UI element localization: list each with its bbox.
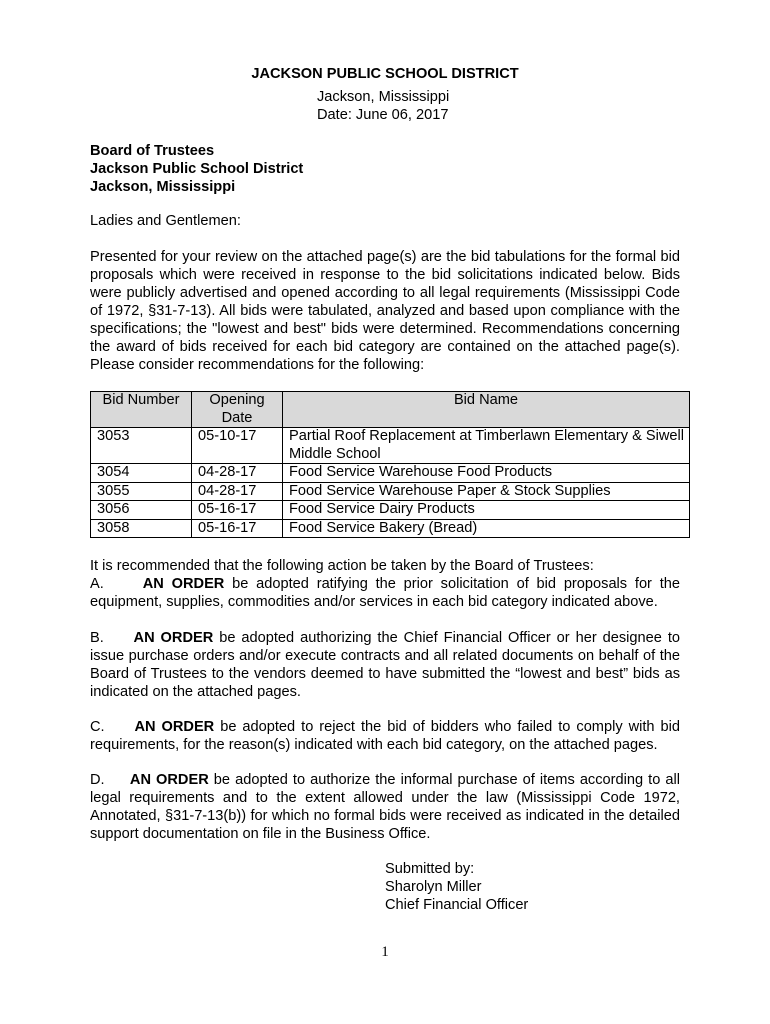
order-lead: AN ORDER	[129, 772, 209, 788]
bid-table	[90, 391, 690, 538]
page-number: 1	[381, 944, 389, 960]
opening-date-cell: 05-16-17	[192, 519, 283, 538]
submitted-by: Submitted by:	[385, 861, 475, 877]
location-line: Jackson, Mississippi	[317, 89, 450, 105]
bid-number-cell: 3056	[91, 501, 192, 520]
order-c	[90, 718, 680, 754]
bid-name-cell: Food Service Warehouse Paper & Stock Supplies	[283, 482, 690, 501]
order-text: be adopted ratifying the prior solicitation of bid proposals for the equipment, supplies, commodities and/or services in each bid category indicated above.	[90, 576, 680, 610]
order-letter: C.	[90, 719, 105, 735]
bid-number-cell: 3054	[91, 464, 192, 483]
table-header-row	[91, 392, 690, 428]
addressee-block	[90, 142, 303, 196]
table-row	[91, 464, 690, 483]
header-opening-date: Opening Date	[192, 392, 283, 428]
bid-name-cell: Food Service Warehouse Food Products	[283, 464, 690, 483]
signer-name: Sharolyn Miller	[385, 879, 482, 895]
order-b	[90, 629, 680, 701]
header-bid-name: Bid Name	[283, 392, 690, 428]
salutation: Ladies and Gentlemen:	[90, 213, 241, 229]
order-text: be adopted to authorize the informal purchase of items according to all legal requirements and to the extent allowed under the law (Mississippi Code 1972, Annotated, §31-7-13(b)) for which no formal bids were received as indicated in the detailed support documentation on file in the Business Office.	[90, 772, 680, 842]
order-a	[90, 575, 680, 611]
table-row	[91, 501, 690, 520]
table-row	[91, 428, 690, 464]
bid-name-cell: Food Service Bakery (Bread)	[283, 519, 690, 538]
addressee-line: Jackson, Mississippi	[90, 179, 236, 195]
opening-date-cell: 04-28-17	[192, 482, 283, 501]
order-lead: AN ORDER	[134, 719, 215, 735]
order-text: be adopted authorizing the Chief Financial Officer or her designee to issue purchase orders and/or execute contracts and all related documents on behalf of the Board of Trustees to the vendors deemed to have submitted the “lowest and best” bids as indicated on the attached pages.	[90, 630, 680, 700]
opening-date-cell: 05-16-17	[192, 501, 283, 520]
opening-date-cell: 05-10-17	[192, 428, 283, 464]
order-lead: AN ORDER	[133, 630, 214, 646]
order-letter: A.	[90, 576, 104, 592]
bid-number-cell: 3058	[91, 519, 192, 538]
table-row	[91, 519, 690, 538]
order-letter: D.	[90, 772, 105, 788]
bid-number-cell: 3055	[91, 482, 192, 501]
order-letter: B.	[90, 630, 104, 646]
document-title: JACKSON PUBLIC SCHOOL DISTRICT	[251, 66, 519, 82]
addressee-line: Board of Trustees	[90, 143, 215, 159]
order-lead: AN ORDER	[142, 576, 225, 592]
header-bid-number: Bid Number	[91, 392, 192, 428]
date-line: Date: June 06, 2017	[317, 107, 449, 123]
recommendation-intro: It is recommended that the following action be taken by the Board of Trustees:	[90, 558, 594, 574]
intro-paragraph: Presented for your review on the attached page(s) are the bid tabulations for the formal bid proposals which were received in response to the bid solicitations indicated below. Bids were publicly advertised and opened according to all legal requirements (Mississippi Code of 1972, §31-7-13). All bids were tabulated, analyzed and based upon compliance with the specifications; the "lowest and best" bids were determined. Recommendations concerning the award of bids received for each bid category are contained on the attached page(s). Please consider recommendations for the following:	[90, 249, 680, 373]
signature-block	[385, 860, 528, 914]
bid-name-cell: Partial Roof Replacement at Timberlawn Elementary & Siwell Middle School	[283, 428, 690, 464]
order-d	[90, 771, 680, 843]
table-row	[91, 482, 690, 501]
bid-name-cell: Food Service Dairy Products	[283, 501, 690, 520]
opening-date-cell: 04-28-17	[192, 464, 283, 483]
signer-title: Chief Financial Officer	[385, 897, 529, 913]
order-text: be adopted to reject the bid of bidders who failed to comply with bid requirements, for the reason(s) indicated with each bid category, on the attached pages.	[90, 719, 680, 753]
bid-number-cell: 3053	[91, 428, 192, 464]
addressee-line: Jackson Public School District	[90, 161, 304, 177]
